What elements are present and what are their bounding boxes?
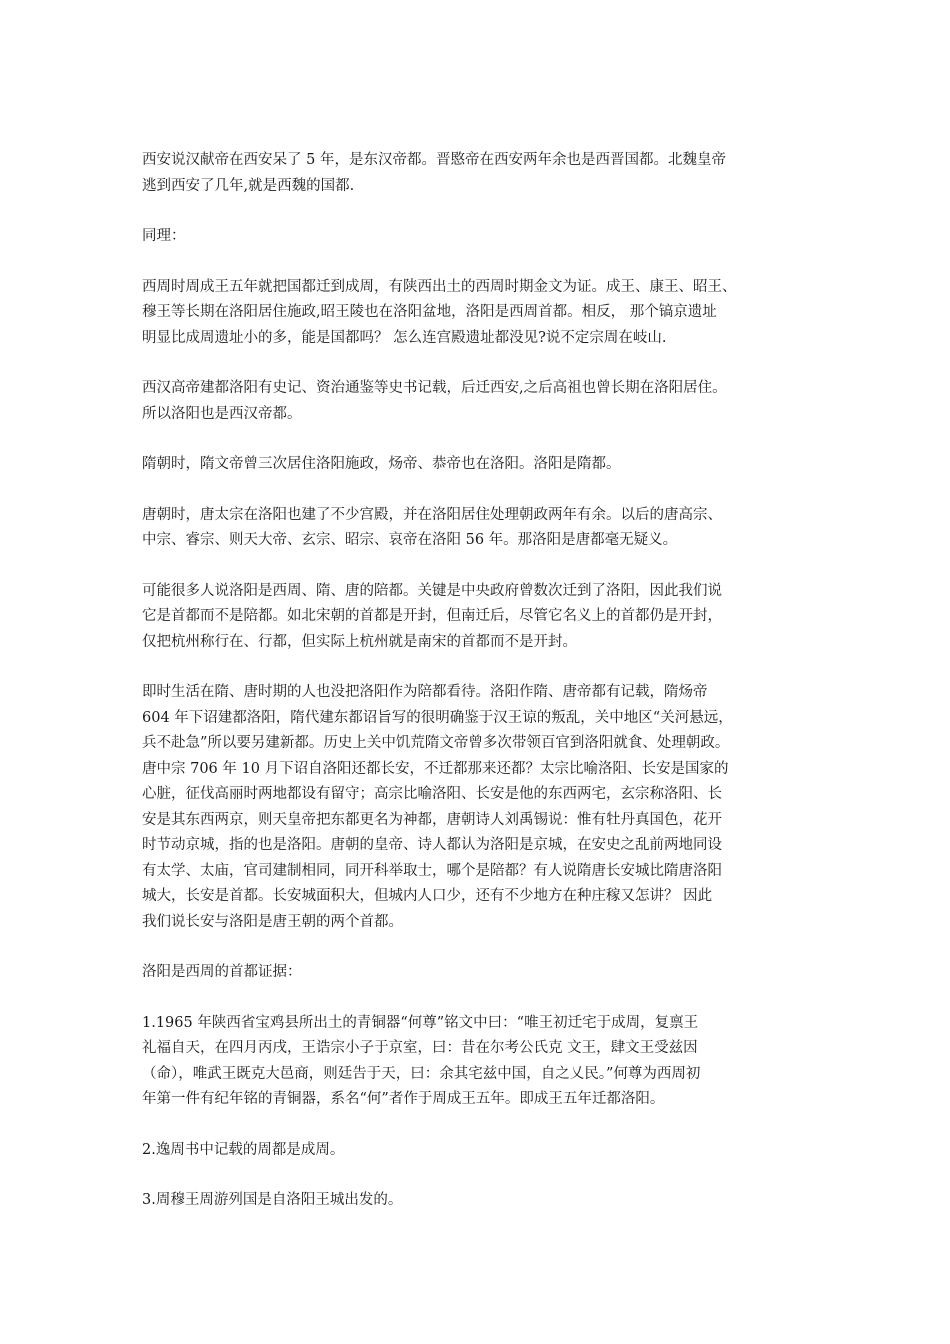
paragraph-7: 可能很多人说洛阳是西周、隋、唐的陪都。关键是中央政府曾数次迁到了洛阳，因此我们说 它是首都而不是陪都。如北宋朝的首都是开封，但南迁后，尽管它名义上的首都仍是开封， 仅把杭州称行在、行都，但实际上杭州就是南宋的首都而不是开封。 bbox=[142, 582, 722, 650]
paragraph-10: 1.1965 年陕西省宝鸡县所出土的青铜器“何尊”铭文中曰：“唯王初迁宅于成周，复禀王 礼福自天，在四月丙戌，王诰宗小子于京室，曰：昔在尔考公氏克 文王，肆文王受兹因 （命），唯武王既克大邑商，则廷告于天，曰：余其宅兹中国，自之乂民。”何尊为西周初 年第一件有纪年铭的青铜器，系名“何”者作于周成王五年。即成王五年迁都洛阳。 bbox=[142, 1014, 701, 1107]
paragraph-4: 西汉高帝建都洛阳有史记、资治通鉴等史书记载，后迁西安,之后高祖也曾长期在洛阳居住。 所以洛阳也是西汉帝都。 bbox=[142, 380, 727, 422]
paragraph-8: 即时生活在隋、唐时期的人也没把洛阳作为陪都看待。洛阳作隋、唐帝都有记载，隋炀帝 604 年下诏建都洛阳，隋代建东都诏旨写的很明确鉴于汉王谅的叛乱，关中地区“关河悬远， 兵不赴急”所以要另建新都。历史上关中饥荒隋文帝曾多次带领百官到洛阳就食、处理朝政。 唐中宗 706 年 10 月下诏自洛阳还都长安，不迁都那来还都？太宗比喻洛阳、长安是国家的 心脏，征伐高丽时两地都设有留守；高宗比喻洛阳、长安是他的东西两宅，玄宗称洛阳、长 安是其东西两京，则天皇帝把东都更名为神都，唐朝诗人刘禹锡说：惟有牡丹真国色，花开 时节动京城，指的也是洛阳。唐朝的皇帝、诗人都认为洛阳是京城，在安史之乱前两地同设 有太学、太庙，官司建制相同，同开科举取士，哪个是陪都？有人说隋唐长安城比隋唐洛阳 城大，长安是首都。长安城面积大，但城内人口少，还有不少地方在种庄稼又怎讲？ 因此 我们说长安与洛阳是唐王朝的两个首都。 bbox=[142, 684, 733, 930]
paragraph-6: 唐朝时，唐太宗在洛阳也建了不少宫殿，并在洛阳居住处理朝政两年有余。以后的唐高宗、 中宗、睿宗、则天大帝、玄宗、昭宗、哀帝在洛阳 56 年。那洛阳是唐都毫无疑义。 bbox=[142, 506, 722, 548]
paragraph-11: 2.逸周书中记载的周都是成周。 bbox=[142, 1141, 345, 1158]
paragraph-5: 隋朝时，隋文帝曾三次居住洛阳施政，炀帝、恭帝也在洛阳。洛阳是隋都。 bbox=[142, 456, 621, 472]
paragraph-1: 西安说汉献帝在西安呆了 5 年，是东汉帝都。晋愍帝在西安两年余也是西晋国都。北魏皇帝 逃到西安了几年,就是西魏的国都. bbox=[142, 152, 726, 194]
paragraph-9: 洛阳是西周的首都证据： bbox=[142, 964, 302, 980]
paragraph-12: 3.周穆王周游列国是自洛阳王城出发的。 bbox=[142, 1192, 403, 1208]
paragraph-3: 西周时周成王五年就把国都迁到成周，有陕西出土的西周时期金文为证。成王、康王、昭王、 穆王等长期在洛阳居住施政,昭王陵也在洛阳盆地，洛阳是西周首都。相反， 那个镐京遗址 明显比成周遗址小的多，能是国都吗？ 怎么连宫殿遗址都没见?说不定宗周在岐山. bbox=[142, 278, 737, 346]
document-page bbox=[142, 148, 812, 1239]
paragraph-2: 同理： bbox=[142, 228, 186, 244]
